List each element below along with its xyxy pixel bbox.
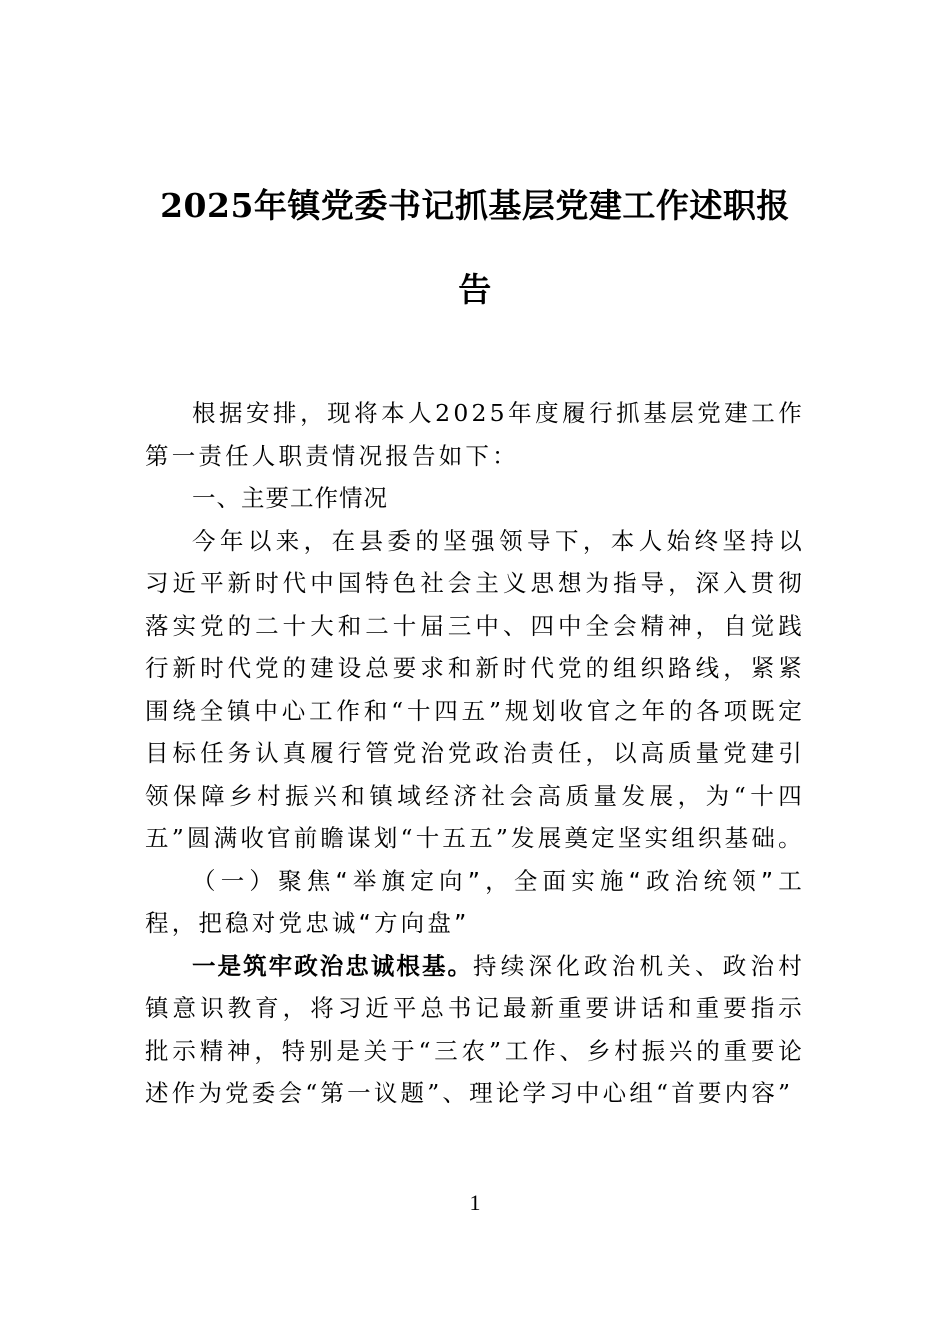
page-number: 1 [469,1190,481,1215]
document-title: 2025年镇党委书记抓基层党建工作述职报告 [160,186,790,309]
point-body-text: 持续深化政治机关、政治村镇意识教育，将习近平总书记最新重要讲话和重要指示批示精神，特别是关于“三农”工作、乡村振兴的重要论述作为党委会“第一议题”、理论学习中心组“首要内容” [145,951,805,1107]
point-paragraph-political-loyalty [145,945,805,1115]
subsection-heading-political-leadership: （一）聚焦“举旗定向”，全面实施“政治统领”工程，把稳对党忠诚“方向盘” [145,866,805,937]
point-lead-text: 一是筑牢政治忠诚根基。 [192,951,474,980]
intro-paragraph: 根据安排，现将本人2025年度履行抓基层党建工作第一责任人职责情况报告如下： [145,399,805,470]
section-paragraph-overview: 今年以来，在县委的坚强领导下，本人始终坚持以习近平新时代中国特色社会主义思想为指导，深入贯彻落实党的二十大和二十届三中、四中全会精神，自觉践行新时代党的建设总要求和新时代党的组织路线，紧紧围绕全镇中心工作和“十四五”规划收官之年的各项既定目标任务认真履行管党治党政治责任，以高质量党建引领保障乡村振兴和镇域经济社会高质量发展，为“十四五”圆满收官前瞻谋划“十五五”发展奠定坚实组织基础。 [145,526,805,852]
document-body [145,392,805,1115]
section-heading-main-work: 一、主要工作情况 [192,484,388,512]
